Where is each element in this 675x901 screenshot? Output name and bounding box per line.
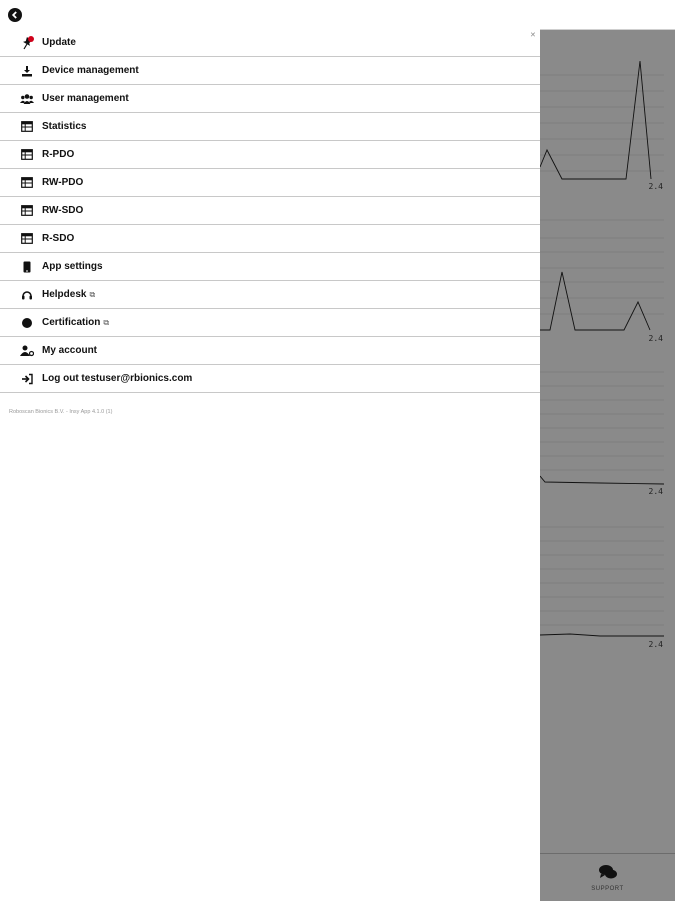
side-drawer bbox=[0, 29, 540, 900]
menu-item-certification[interactable] bbox=[0, 309, 540, 337]
menu-item-label: RW-PDO bbox=[42, 177, 84, 188]
mobile-icon bbox=[20, 260, 34, 274]
background-chart-3 bbox=[540, 360, 675, 495]
menu-item-label: Log out testuser@rbionics.com bbox=[42, 373, 193, 384]
tick-label-2: 2.4 bbox=[648, 334, 663, 343]
top-bar bbox=[0, 0, 675, 30]
background-chart-2 bbox=[540, 210, 675, 345]
menu-item-r-sdo[interactable] bbox=[0, 225, 540, 253]
support-tab[interactable] bbox=[540, 853, 675, 901]
table-icon bbox=[20, 176, 34, 190]
menu-item-rw-sdo[interactable] bbox=[0, 197, 540, 225]
logout-icon bbox=[20, 372, 34, 386]
menu-item-logout[interactable] bbox=[0, 365, 540, 393]
table-icon bbox=[20, 204, 34, 218]
menu-item-label: Update bbox=[42, 37, 76, 48]
close-icon[interactable]: ✕ bbox=[530, 32, 536, 39]
download-icon bbox=[20, 64, 34, 78]
support-label: SUPPORT bbox=[591, 886, 624, 892]
external-link-icon: ⧉ bbox=[89, 289, 96, 299]
menu-item-label: Statistics bbox=[42, 121, 87, 132]
table-icon bbox=[20, 148, 34, 162]
headset-icon bbox=[20, 288, 34, 302]
menu-item-device-management[interactable] bbox=[0, 57, 540, 85]
menu-item-my-account[interactable] bbox=[0, 337, 540, 365]
app-version-text: Roboscan Bionics B.V. - Insy App 4.1.0 (1) bbox=[9, 409, 113, 415]
tick-label-4: 2.4 bbox=[648, 640, 663, 649]
menu-item-label: RW-SDO bbox=[42, 205, 84, 216]
tick-label-3: 2.4 bbox=[648, 487, 663, 496]
external-link-icon: ⧉ bbox=[103, 317, 110, 327]
background-chart-1 bbox=[540, 55, 675, 195]
menu-item-label: My account bbox=[42, 345, 98, 356]
certificate-icon bbox=[20, 316, 34, 330]
menu-item-statistics[interactable] bbox=[0, 113, 540, 141]
table-icon bbox=[20, 120, 34, 134]
menu-item-label: Helpdesk bbox=[42, 289, 87, 300]
menu-item-r-pdo[interactable] bbox=[0, 141, 540, 169]
users-icon bbox=[20, 92, 34, 106]
chevron-left-icon bbox=[11, 11, 19, 19]
menu-item-user-management[interactable] bbox=[0, 85, 540, 113]
menu-item-helpdesk[interactable] bbox=[0, 281, 540, 309]
menu-item-label: App settings bbox=[42, 261, 103, 272]
back-button[interactable] bbox=[8, 8, 22, 22]
tick-label-1: 2.4 bbox=[648, 182, 663, 191]
user-gear-icon bbox=[20, 344, 34, 358]
drawer-menu bbox=[0, 29, 540, 393]
menu-item-label: R-PDO bbox=[42, 149, 75, 160]
menu-item-app-settings[interactable] bbox=[0, 253, 540, 281]
menu-item-label: User management bbox=[42, 93, 129, 104]
menu-item-label: Certification bbox=[42, 317, 101, 328]
background-chart-4 bbox=[540, 515, 675, 650]
menu-item-rw-pdo[interactable] bbox=[0, 169, 540, 197]
pin-icon bbox=[20, 36, 34, 50]
table-icon bbox=[20, 232, 34, 246]
menu-item-update[interactable] bbox=[0, 29, 540, 57]
chat-icon bbox=[598, 864, 618, 880]
menu-item-label: R-SDO bbox=[42, 233, 75, 244]
menu-item-label: Device management bbox=[42, 65, 139, 76]
